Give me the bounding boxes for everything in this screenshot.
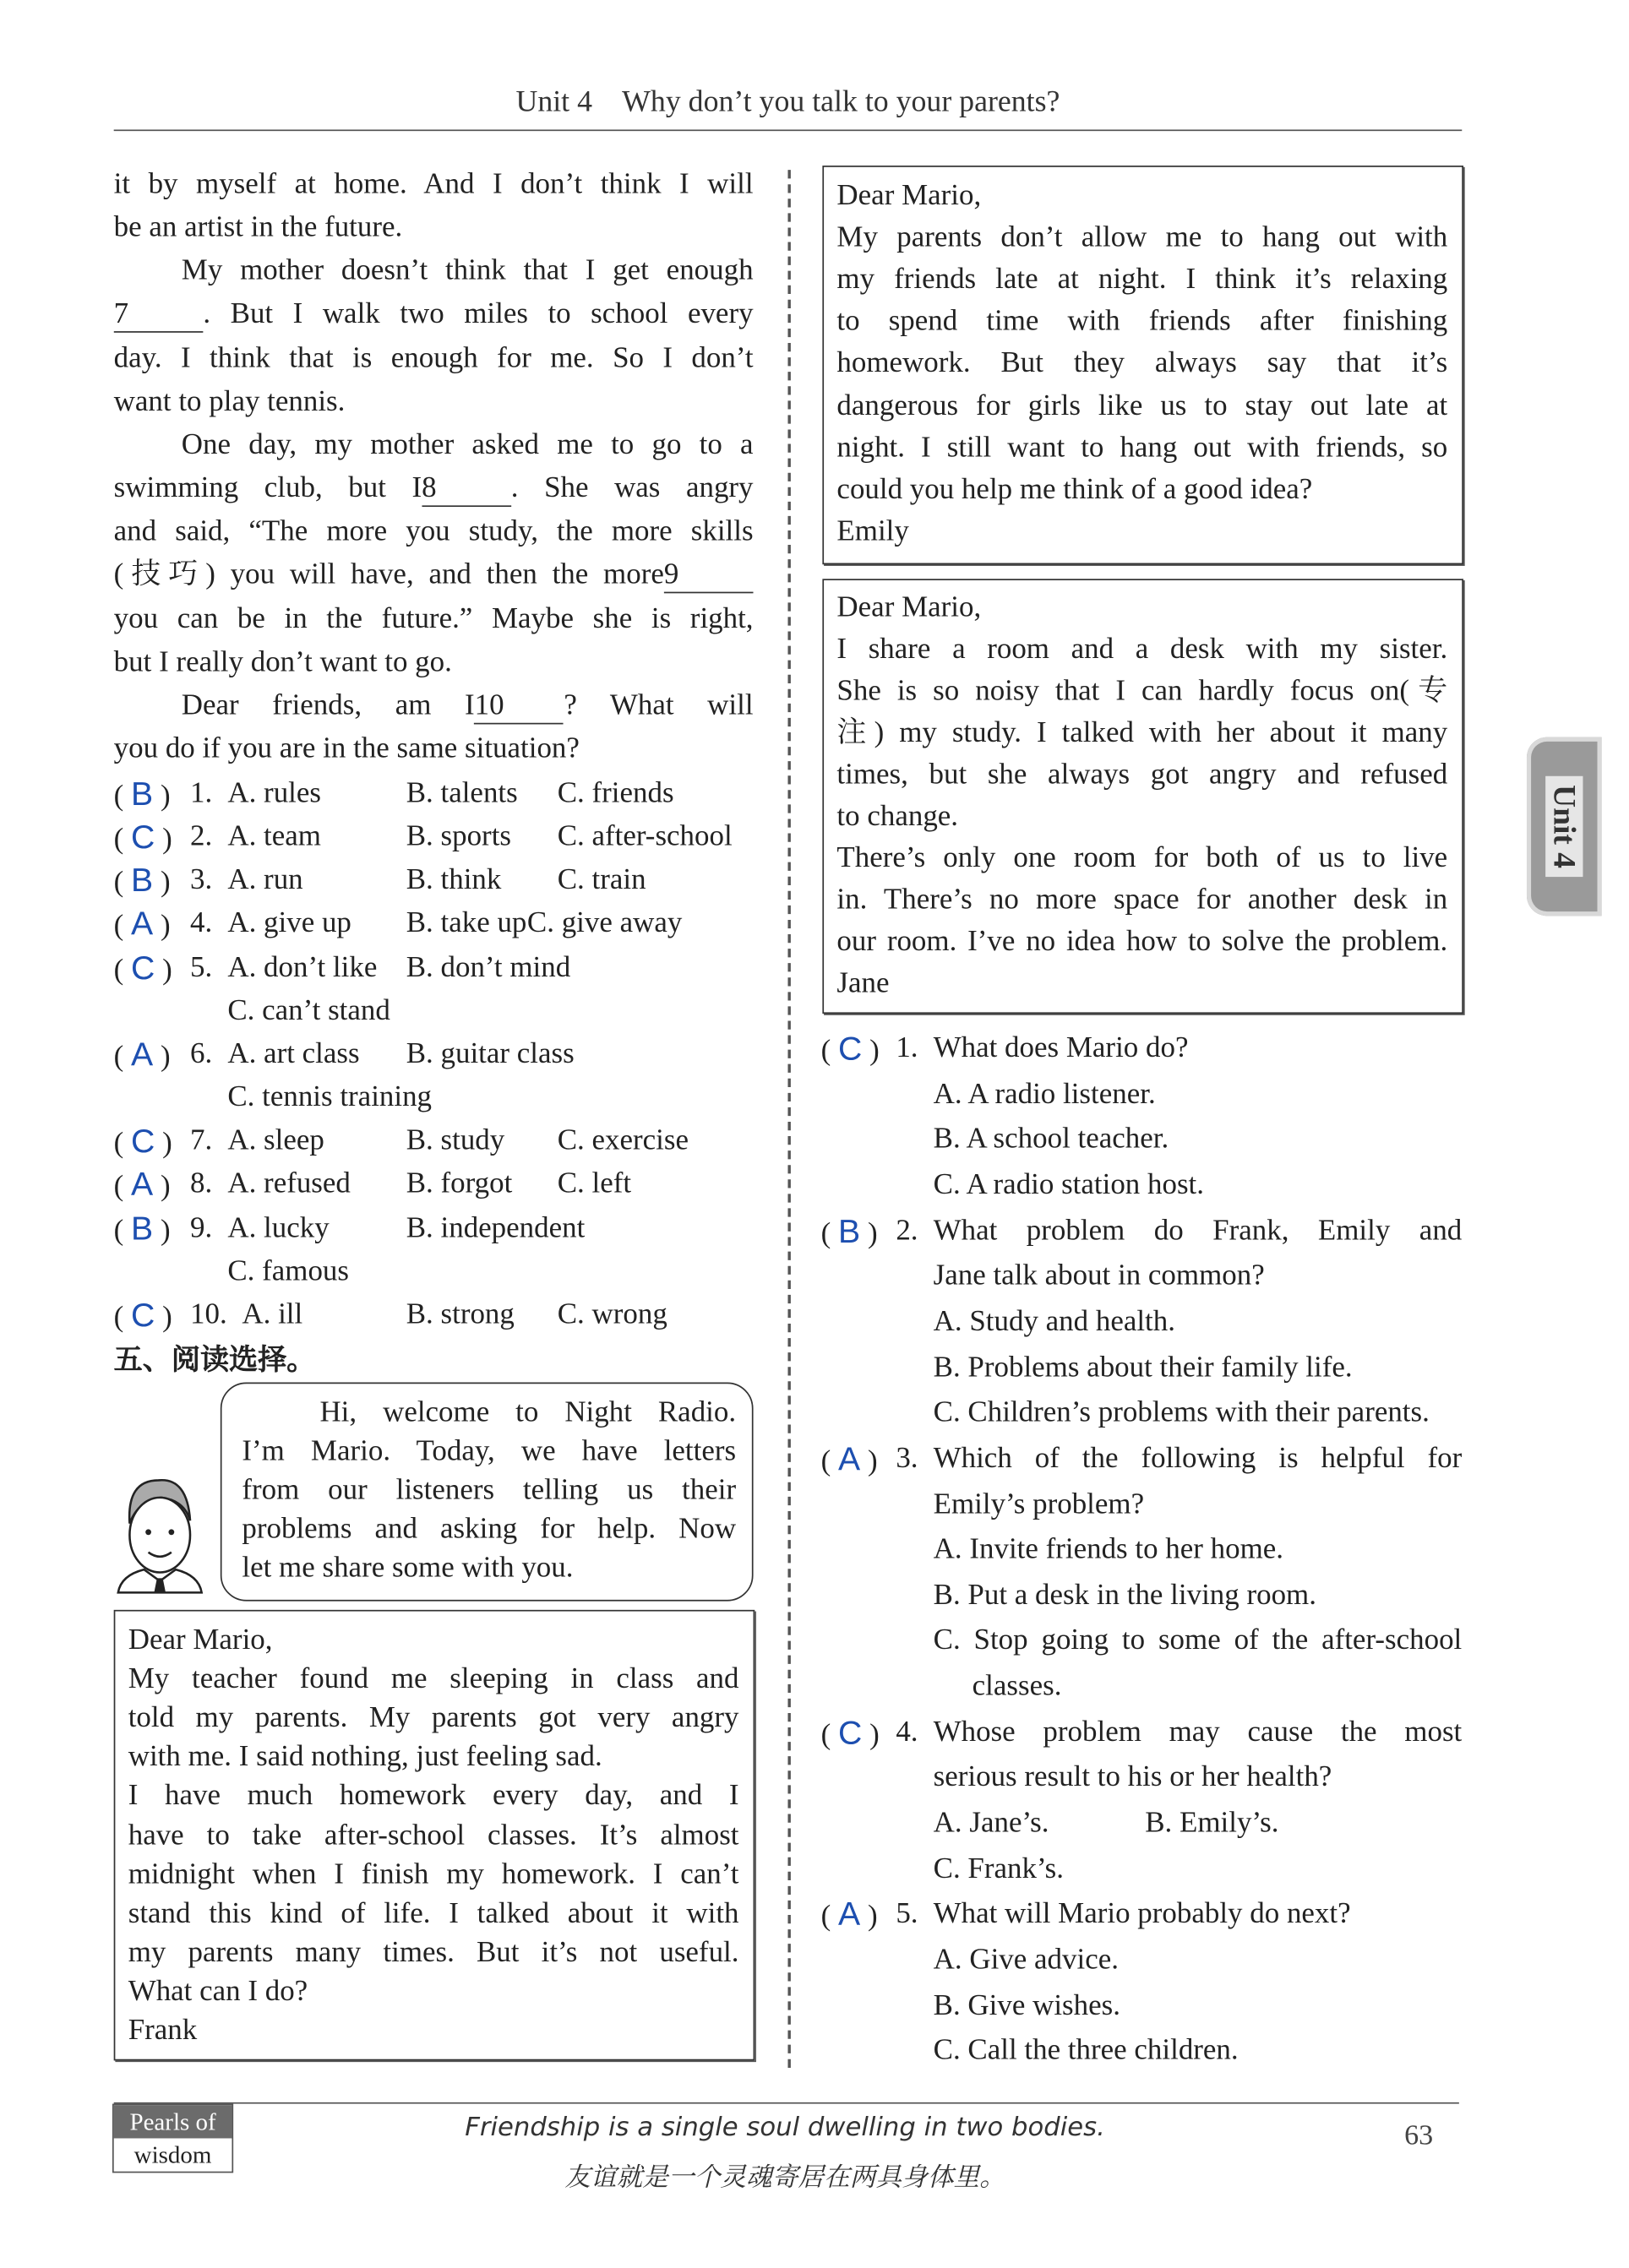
answer-blank[interactable]: 10	[475, 688, 564, 725]
option-text[interactable]: C. Call the three children.	[933, 2035, 1239, 2067]
passage-text: you can be in the future.” Maybe she is right,	[113, 602, 754, 634]
option-text[interactable]: A. Give advice.	[933, 1944, 1119, 1976]
passage-text: be an artist in the future.	[113, 211, 403, 244]
answer-letter: B	[131, 775, 154, 813]
option-text[interactable]: C. Frank’s.	[933, 1852, 1065, 1885]
passage-line	[114, 293, 754, 336]
answer-paren: ( C )	[113, 818, 172, 856]
letter-line-frank: I have much homework every day, and I	[128, 1780, 739, 1813]
question-text: Jane talk about in common?	[933, 1260, 1265, 1292]
answer-paren: ( A )	[113, 1035, 171, 1073]
passage-text: Dear friends, am I	[181, 689, 475, 721]
question-text: What does Mario do?	[933, 1032, 1189, 1064]
cloze-question-row	[114, 1206, 762, 1249]
answer-paren: ( C )	[113, 1122, 172, 1160]
option-text: B. don’t mind	[406, 951, 571, 983]
question-text: Whose problem may cause the most	[933, 1716, 1463, 1749]
option-text[interactable]: A. Study and health.	[933, 1305, 1175, 1338]
question-number: 1.	[896, 1032, 918, 1064]
passage-line	[114, 380, 754, 423]
passage-line	[114, 466, 754, 509]
option-text: B. sports	[406, 820, 512, 853]
passage-line	[114, 163, 754, 206]
option-text: A. don’t like	[227, 951, 378, 983]
cloze-question-row	[114, 1119, 762, 1162]
cloze-question-row	[114, 902, 762, 945]
answer-letter: A	[131, 905, 154, 943]
passage-line	[114, 206, 754, 249]
option-text: C. left	[557, 1168, 632, 1200]
option-text: A. lucky	[227, 1211, 330, 1244]
answer-letter: C	[838, 1029, 863, 1068]
option-text: C. tennis training	[227, 1081, 433, 1113]
passage-line	[114, 640, 754, 683]
option-text: C. after-school	[557, 820, 733, 853]
answer-letter: A	[838, 1895, 861, 1934]
letter-line-frank: my parents many times. But it’s not useful.	[128, 1936, 739, 1968]
quote-english: Friendship is a single soul dwelling in two bodies.	[465, 2112, 1105, 2143]
option-text[interactable]: B. Give wishes.	[933, 1989, 1120, 2021]
option-text: B. guitar class	[406, 1037, 575, 1070]
option-text[interactable]: B. Put a desk in the living room.	[933, 1579, 1316, 1612]
letter-line-jane: She is so noisy that I can hardly focus on(专	[836, 675, 1448, 708]
passage-text: you do if you are in the same situation?	[113, 732, 580, 765]
option-text: B. take up	[406, 907, 527, 940]
footer-rule	[114, 2102, 1459, 2104]
letter-line-frank: stand this kind of life. I talked about it with	[128, 1897, 739, 1929]
answer-paren: ( C )	[113, 1295, 172, 1334]
bubble-line: problems and asking for help. Now	[242, 1513, 737, 1546]
option-text: B. forgot	[406, 1168, 513, 1200]
answer-paren: ( B )	[113, 775, 171, 813]
answer-paren: ( B )	[113, 1209, 171, 1247]
question-text: What problem do Frank, Emily and	[933, 1215, 1463, 1247]
page-header	[114, 80, 1463, 121]
option-text: C. train	[557, 864, 646, 896]
letter-line-jane: our room. I’ve no idea how to solve the problem.	[836, 926, 1448, 958]
badge-top: Pearls of	[114, 2105, 232, 2138]
header-rule	[114, 129, 1463, 131]
letter-line-emily: homework. But they always say that it’s	[836, 347, 1448, 380]
side-tab	[1527, 737, 1602, 916]
question-number: 4.	[190, 907, 213, 940]
question-number: 5.	[190, 951, 213, 983]
option-text: B. strong	[406, 1298, 515, 1330]
question-number: 6.	[190, 1037, 213, 1070]
option-text: B. think	[406, 864, 502, 896]
option-text[interactable]: C. Children’s problems with their parents.	[933, 1396, 1430, 1429]
option-text: B. independent	[406, 1211, 586, 1244]
answer-letter: B	[131, 861, 154, 900]
passage-text: want to play tennis.	[113, 385, 346, 417]
question-number: 2.	[190, 820, 213, 853]
answer-paren: ( A )	[113, 1165, 171, 1204]
letter-line-frank: Dear Mario,	[128, 1623, 273, 1656]
question-text: What will Mario probably do next?	[933, 1898, 1351, 1930]
letter-line-emily: my friends late at night. I think it’s relaxing	[836, 264, 1448, 296]
letter-line-emily: My parents don’t allow me to hang out with	[836, 221, 1448, 254]
side-tab-label: Unit 4	[1545, 776, 1583, 877]
option-text: A. sleep	[227, 1124, 324, 1157]
passage-text: it by myself at home. And I don’t think I will	[113, 168, 754, 200]
answer-paren: ( A )	[820, 1895, 878, 1934]
section-heading: 五、阅读选择。	[113, 1341, 316, 1377]
passage-text: swimming club, but I	[113, 472, 422, 504]
passage-line	[182, 249, 754, 292]
option-continuation: classes.	[972, 1670, 1062, 1703]
passage-line	[182, 423, 754, 466]
question-text: serious result to his or her health?	[933, 1761, 1332, 1794]
unit-title: Why don’t you talk to your parents?	[622, 83, 1060, 118]
answer-letter: B	[838, 1211, 861, 1249]
letter-line-emily: dangerous for girls like us to stay out late at	[836, 389, 1448, 422]
answer-letter: B	[131, 1209, 154, 1247]
question-number: 1.	[190, 777, 213, 810]
letter-line-jane: Jane	[836, 967, 890, 1000]
option-text: C. can’t stand	[227, 994, 390, 1027]
bubble-line: I’m Mario. Today, we have letters	[242, 1435, 737, 1468]
letter-line-emily: Dear Mario,	[836, 180, 982, 212]
passage-text: and said, “The more you study, the more skills	[113, 515, 754, 548]
option-text: A. art class	[227, 1037, 360, 1070]
letter-line-jane: There’s only one room for both of us to live	[836, 842, 1448, 874]
option-text: A. team	[227, 820, 321, 853]
option-text: C. give away	[526, 907, 683, 940]
answer-paren: ( C )	[113, 948, 172, 987]
answer-paren: ( B )	[820, 1211, 878, 1249]
question-number: 4.	[896, 1716, 918, 1749]
option-text[interactable]: C. Stop going to some of the after-school	[933, 1624, 1463, 1657]
question-number: 5.	[896, 1898, 918, 1930]
letter-line-emily: could you help me think of a good idea?	[836, 473, 1313, 505]
option-text: B. study	[406, 1124, 505, 1157]
passage-text: but I really don’t want to go.	[113, 645, 452, 678]
passage-text: My mother doesn’t think that I get enough	[181, 255, 754, 287]
option-text: B. talents	[406, 777, 518, 810]
quote-chinese: 友谊就是一个灵魂寄居在两具身体里。	[564, 2162, 1005, 2194]
letter-line-frank: told my parents. My parents got very angry	[128, 1702, 739, 1734]
answer-paren: ( C )	[820, 1029, 880, 1068]
letter-line-jane: I share a room and a desk with my sister.	[836, 634, 1448, 666]
letter-line-frank: midnight when I finish my homework. I can’t	[128, 1858, 739, 1890]
passage-text: ? What will	[564, 689, 754, 721]
answer-blank[interactable]: 8	[422, 471, 511, 508]
page-number: 63	[1404, 2119, 1434, 2151]
option-text[interactable]: A. Invite friends to her home.	[933, 1533, 1284, 1566]
unit-label: Unit 4	[515, 83, 592, 118]
question-number: 8.	[190, 1168, 213, 1200]
letter-line-jane: to change.	[836, 800, 959, 833]
option-text[interactable]: C. A radio station host.	[933, 1169, 1205, 1201]
question-number: 10.	[190, 1298, 227, 1330]
cloze-question-row	[114, 859, 762, 902]
cloze-question-row	[114, 1292, 762, 1335]
letter-line-frank: What can I do?	[128, 1975, 308, 2008]
answer-paren: ( A )	[820, 1439, 878, 1477]
host-avatar-icon	[112, 1466, 208, 1598]
letter-line-jane: Dear Mario,	[836, 591, 982, 624]
passage-line	[114, 510, 754, 553]
cloze-question-row	[114, 1075, 762, 1118]
option-text[interactable]: B. Problems about their family life.	[933, 1351, 1353, 1384]
cloze-question-row	[114, 1249, 762, 1292]
cloze-question-row	[114, 815, 762, 858]
answer-letter: C	[131, 948, 155, 987]
passage-line	[114, 336, 754, 379]
answer-letter: C	[838, 1713, 863, 1751]
option-text: C. exercise	[557, 1124, 689, 1157]
option-text[interactable]: A. A radio listener.	[933, 1078, 1156, 1110]
letter-line-frank: Frank	[128, 2014, 198, 2047]
passage-text: day. I think that is enough for me. So I don’t	[113, 342, 754, 374]
letter-line-frank: have to take after-school classes. It’s almost	[128, 1819, 739, 1852]
cloze-question-row	[114, 772, 762, 815]
badge-bottom: wisdom	[133, 2140, 212, 2169]
answer-blank[interactable]: 7	[114, 297, 204, 334]
bubble-line: from our listeners telling us their	[242, 1474, 737, 1507]
answer-blank[interactable]: 9	[664, 557, 754, 594]
option-text[interactable]: A. Jane’s.	[933, 1807, 1049, 1839]
option-text: A. give up	[227, 907, 351, 940]
passage-line	[114, 727, 754, 770]
question-number: 3.	[896, 1442, 918, 1475]
passage-text: . But I walk two miles to school every	[203, 298, 754, 331]
passage-text: One day, my mother asked me to go to a	[181, 428, 754, 461]
bubble-line: let me share some with you.	[242, 1552, 574, 1585]
question-text: Which of the following is helpful for	[933, 1442, 1463, 1475]
answer-paren: ( A )	[113, 905, 171, 943]
passage-line	[114, 597, 754, 640]
letter-line-frank: My teacher found me sleeping in class and	[128, 1663, 739, 1695]
passage-line	[182, 683, 754, 726]
letter-line-jane: times, but she always got angry and refused	[836, 759, 1448, 791]
answer-letter: A	[131, 1165, 154, 1204]
question-number: 9.	[190, 1211, 213, 1244]
answer-letter: C	[131, 1295, 155, 1334]
option-text[interactable]: B. A school teacher.	[933, 1123, 1169, 1156]
answer-letter: C	[131, 818, 155, 856]
letter-line-emily: to spend time with friends after finishing	[836, 305, 1448, 338]
option-text: A. rules	[227, 777, 321, 810]
answer-letter: A	[838, 1439, 861, 1477]
bubble-line: Hi, welcome to Night Radio.	[319, 1396, 737, 1429]
question-text: Emily’s problem?	[933, 1488, 1145, 1520]
column-divider	[787, 170, 790, 2068]
question-number: 2.	[896, 1215, 918, 1247]
question-number: 7.	[190, 1124, 213, 1157]
option-text: A. run	[227, 864, 303, 896]
passage-text: (技巧) you will have, and then the more	[113, 559, 664, 591]
passage-text: . She was angry	[510, 472, 754, 504]
letter-line-jane: 注) my study. I talked with her about it many	[836, 716, 1448, 749]
cloze-question-row	[114, 1032, 762, 1075]
option-text: C. famous	[227, 1254, 350, 1287]
letter-line-jane: in. There’s no more space for another desk in	[836, 884, 1448, 916]
letter-line-emily: night. I still want to hang out with friends, so	[836, 431, 1448, 464]
answer-letter: C	[131, 1122, 155, 1160]
cloze-question-row	[114, 989, 762, 1032]
question-number: 3.	[190, 864, 213, 896]
answer-letter: A	[131, 1035, 154, 1073]
option-text: A. ill	[242, 1298, 303, 1330]
option-text: A. refused	[227, 1168, 351, 1200]
wisdom-badge	[112, 2104, 233, 2173]
letter-line-emily: Emily	[836, 514, 909, 547]
passage-line	[114, 553, 754, 596]
option-text: C. friends	[557, 777, 674, 810]
letter-line-frank: with me. I said nothing, just feeling sad.	[128, 1741, 602, 1773]
answer-paren: ( C )	[820, 1713, 880, 1751]
cloze-question-row	[114, 945, 762, 988]
answer-paren: ( B )	[113, 861, 171, 900]
option-text[interactable]: B. Emily’s.	[1145, 1807, 1279, 1839]
option-text: C. wrong	[557, 1298, 667, 1330]
cloze-question-row	[114, 1162, 762, 1205]
